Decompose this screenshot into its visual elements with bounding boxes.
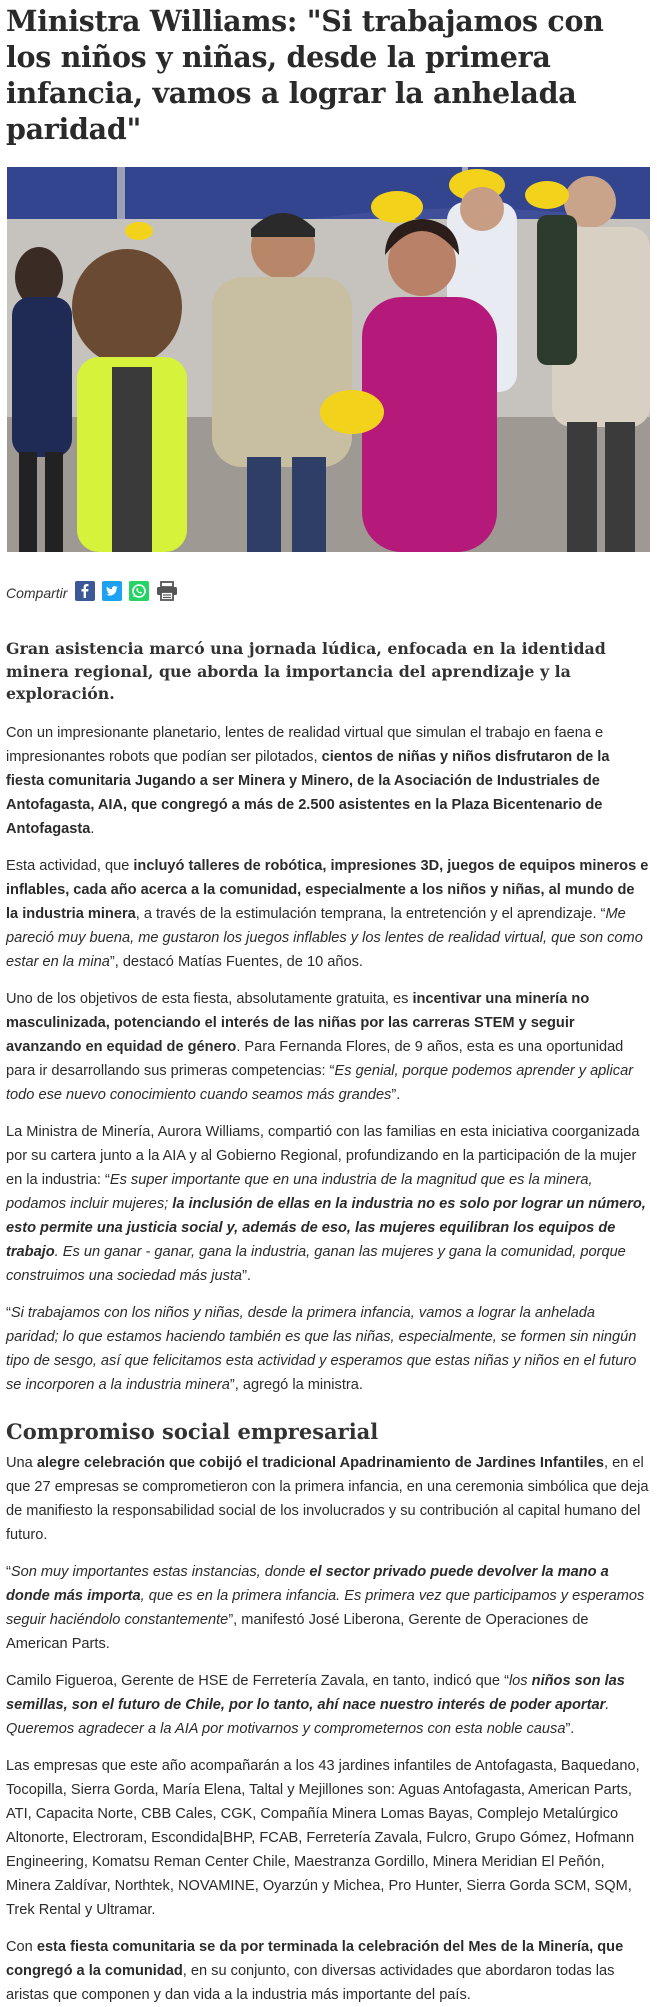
hero-photo	[7, 167, 650, 552]
whatsapp-icon[interactable]	[129, 581, 149, 601]
paragraph-8: Camilo Figueroa, Gerente de HSE de Ferretería Zavala, en tanto, indicó que “los niños son las semillas, son el futuro de Chile, por lo tanto, ahí nace nuestro interés de poder aportar. Queremos agradecer a la AIA por motivarnos y comprometernos con esta noble causa”.	[6, 1672, 625, 1737]
paragraph-6: Una alegre celebración que cobijó el tradicional Apadrinamiento de Jardines Infantiles, en el que 27 empresas se comprometieron con la primera infancia, en una ceremonia simbólica que deja de manifiesto la responsabilidad social de los involucrados y su contribución al capital humano del futuro.	[6, 1454, 649, 1543]
share-label: Compartir	[6, 585, 68, 601]
article-title: Ministra Williams: "Si trabajamos con los niños y niñas, desde la primera infancia, vamos a lograr la anhelada paridad"	[6, 4, 604, 146]
section-heading: Compromiso social empresarial	[6, 1418, 379, 1444]
twitter-icon[interactable]	[102, 581, 122, 601]
paragraph-7: “Son muy importantes estas instancias, donde el sector privado puede devolver la mano a donde más importa, que es en la primera infancia. Es primera vez que participamos y esperamos seguir haciéndolo constantemente”, manifestó José Liberona, Gerente de Operaciones de American Parts.	[6, 1563, 645, 1652]
paragraph-5: “Si trabajamos con los niños y niñas, desde la primera infancia, vamos a lograr la anhelada paridad; lo que estamos haciendo también es que las niñas, especialmente, se formen sin ningún tipo de sesgo, así que felicitamos esta actividad y esperamos que estas niñas y niños en el futuro se incorporen a la industria minera”, agregó la ministra.	[6, 1304, 637, 1393]
paragraph-4: La Ministra de Minería, Aurora Williams, compartió con las familias en esta iniciativa coorganizada por su cartera junto a la AIA y al Gobierno Regional, profundizando en la participación de la mujer en la industria: “Es super importante que en una industria de la magnitud que es la minera, podamos incluir mujeres; la inclusión de ellas en la industria no es solo por lograr un número, esto permite una justicia social y, además de eso, las mujeres equilibran los equipos de trabajo. Es un ganar - ganar, gana la industria, ganan las mujeres y gana la comunidad, porque construimos una sociedad más justa”.	[6, 1123, 646, 1284]
paragraph-1: Con un impresionante planetario, lentes de realidad virtual que simulan el trabajo en faena e impresionantes robots que podían ser pilotados, cientos de niñas y niños disfrutaron de la fiesta comunitaria Jugando a ser Minera y Minero, de la Asociación de Industriales de Antofagasta, AIA, que congregó a más de 2.500 asistentes en la Plaza Bicentenario de Antofagasta.	[6, 724, 610, 837]
paragraph-2: Esta actividad, que incluyó talleres de robótica, impresiones 3D, juegos de equipos mineros e inflables, cada año acerca a la comunidad, especialmente a los niños y niñas, al mundo de la industria minera, a través de la estimulación temprana, la entretención y el aprendizaje. “Me pareció muy buena, me gustaron los juegos inflables y los lentes de realidad virtual, que son como estar en la mina”, destacó Matías Fuentes, de 10 años.	[6, 857, 649, 970]
paragraph-3: Uno de los objetivos de esta fiesta, absolutamente gratuita, es incentivar una minería no masculinizada, potenciando el interés de las niñas por las carreras STEM y seguir avanzando en equidad de género. Para Fernanda Flores, de 9 años, esta es una oportunidad para ir desarrollando sus primeras competencias: “Es genial, porque podemos aprender y aplicar todo ese nuevo conocimiento cuando seamos más grandes”.	[6, 990, 634, 1103]
paragraph-9: Las empresas que este año acompañarán a los 43 jardines infantiles de Antofagasta, Baquedano, Tocopilla, Sierra Gorda, María Elena, Taltal y Mejillones son: Aguas Antofagasta, American Parts, ATI, Capacita Norte, CBB Cales, CGK, Compañía Minera Lomas Bayas, Complejo Metalúrgico Altonorte, Electroram, Escondida|BHP, FCAB, Ferretería Zavala, Fulcro, Grupo Gómez, Hofmann Engineering, Komatsu Reman Center Chile, Maestranza Gordillo, Minera Meridian El Peñón, Minera Zaldívar, Northtek, NOVAMINE, Oyarzún y Michea, Pro Hunter, Sierra Gorda SCM, SQM, Trek Rental y Ultramar.	[6, 1757, 640, 1918]
paragraph-10: Con esta fiesta comunitaria se da por terminada la celebración del Mes de la Minería, que congregó a la comunidad, en su conjunto, con diversas actividades que abordaron todas las aristas que componen y dan vida a la industria más importante del país.	[6, 1938, 624, 2003]
hero-image	[7, 167, 650, 552]
print-icon[interactable]	[156, 581, 176, 601]
article-lead: Gran asistencia marcó una jornada lúdica, enfocada en la identidad minera regional, que aborda la importancia del aprendizaje y la exploración.	[6, 639, 606, 703]
share-bar	[6, 574, 649, 608]
facebook-icon[interactable]	[75, 581, 95, 601]
